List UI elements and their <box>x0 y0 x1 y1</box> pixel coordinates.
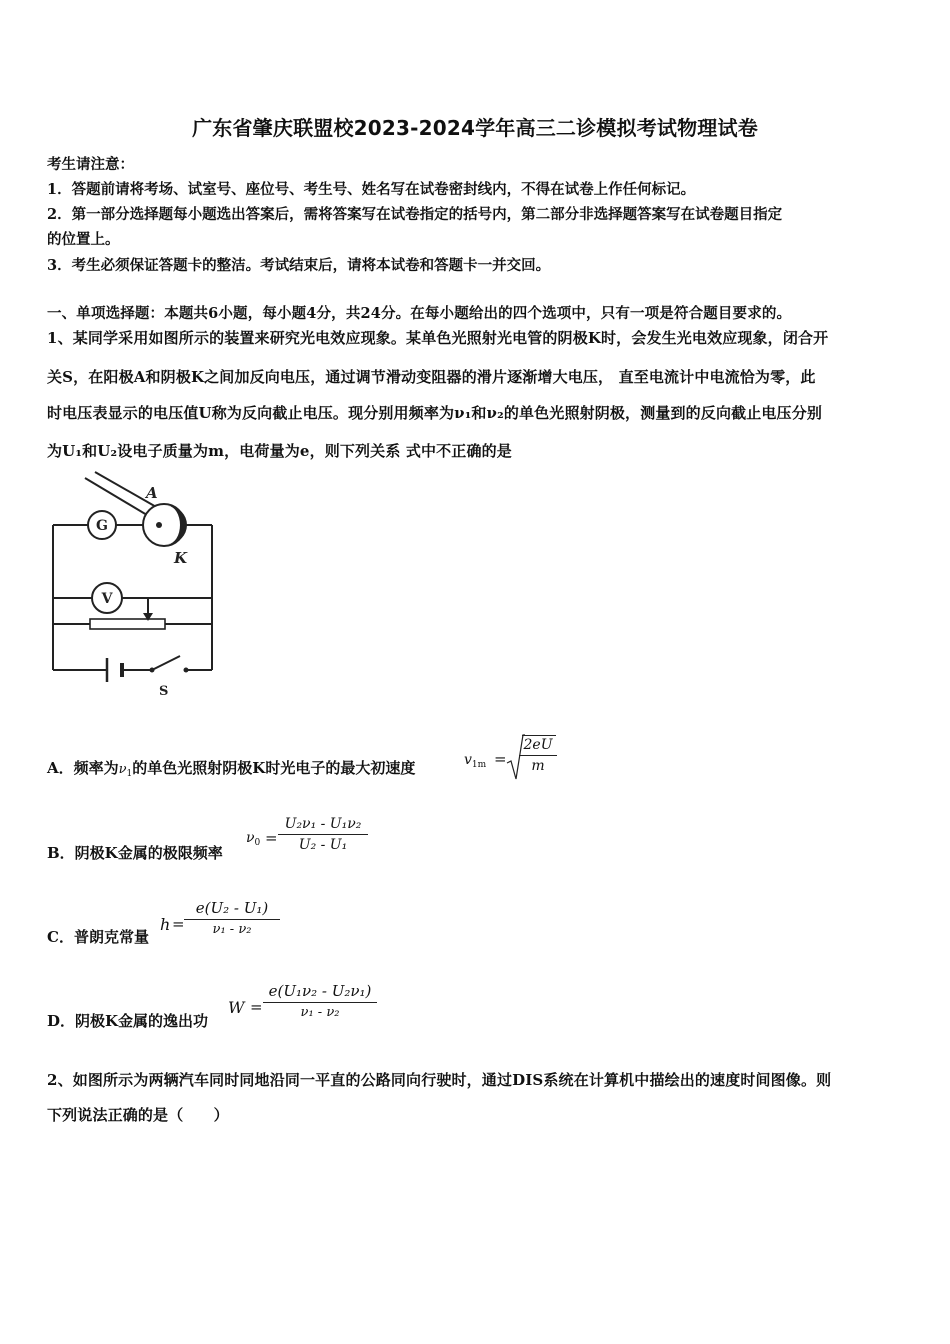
option-c-label: C．普朗克常量 <box>47 928 149 946</box>
option-b-fraction: U₂ν₁ - U₁ν₂ U₂ - U₁ <box>278 816 368 853</box>
option-d-fraction: e(U₁ν₂ - U₂ν₁) ν₁ - ν₂ <box>263 982 377 1020</box>
anode-label: A <box>146 484 158 502</box>
option-b-label: B．阴极K金属的极限频率 <box>47 844 223 862</box>
q1-line: 时电压表显示的电压值U称为反向截止电压。现分别用频率为ν₁和ν₂的单色光照射阴极，测量到的反向截止电压分别 <box>47 404 822 422</box>
galvanometer-label: G <box>96 518 108 534</box>
option-c-eq: = <box>172 915 185 933</box>
option-a-lhs: $v_{1m}$ <box>464 752 487 770</box>
q1-line: 为U₁和U₂设电子质量为m，电荷量为e，则下列关系 式中不正确的是 <box>47 442 512 460</box>
cathode-label: K <box>174 549 188 567</box>
option-c-fraction: e(U₂ - U₁) ν₁ - ν₂ <box>184 899 280 937</box>
option-c-lhs: h <box>160 915 171 934</box>
notice-item: 2．第一部分选择题每小题选出答案后，需将答案写在试卷指定的括号内，第二部分非选择题答案写在试卷题目指定 <box>47 206 783 223</box>
voltmeter-label: V <box>101 591 113 607</box>
option-a-label: A．频率为$\nu_1$的单色光照射阴极K时光电子的最大初速度 <box>47 759 416 779</box>
option-d-label: D．阴极K金属的逸出功 <box>47 1012 209 1030</box>
notice-item: 3．考生必须保证答题卡的整洁。考试结束后，请将本试卷和答题卡一并交回。 <box>47 257 551 274</box>
option-a-fraction: 2eU m <box>519 737 557 774</box>
photoelectric-circuit-diagram <box>40 470 240 700</box>
q1-line: 1、某同学采用如图所示的装置来研究光电效应现象。某单色光照射光电管的阴极K时，会发生光电效应现象，闭合开 <box>47 329 829 347</box>
section-heading: 一、单项选择题：本题共6小题，每小题4分，共24分。在每小题给出的四个选项中，只有一项是符合题目要求的。 <box>47 305 792 322</box>
notice-item: 的位置上。 <box>47 231 120 248</box>
option-d-lhs: W <box>228 998 245 1017</box>
nu-symbol: $\nu_1$ <box>118 762 133 779</box>
q2-line: 下列说法正确的是（ ） <box>47 1106 229 1124</box>
q2-line: 2、如图所示为两辆汽车同时同地沿同一平直的公路同向行驶时，通过DIS系统在计算机中描绘出的速度时间图像。则 <box>47 1071 832 1089</box>
option-b-lhs: $\nu_0$ <box>246 830 261 848</box>
notice-heading: 考生请注意： <box>47 156 134 173</box>
switch-label: S <box>159 684 169 699</box>
q1-line: 关S，在阳极A和阴极K之间加反向电压，通过调节滑动变阻器的滑片逐渐增大电压， 直至电流计中电流恰为零，此 <box>47 368 816 386</box>
option-d-eq: = <box>250 998 263 1016</box>
option-b-eq: = <box>265 829 278 847</box>
notice-item: 1．答题前请将考场、试室号、座位号、考生号、姓名写在试卷密封线内，不得在试卷上作任何标记。 <box>47 181 696 198</box>
page-title: 广东省肇庆联盟校2023-2024学年高三二诊模拟考试物理试卷 <box>192 116 758 140</box>
option-a-eq: = <box>494 750 507 768</box>
